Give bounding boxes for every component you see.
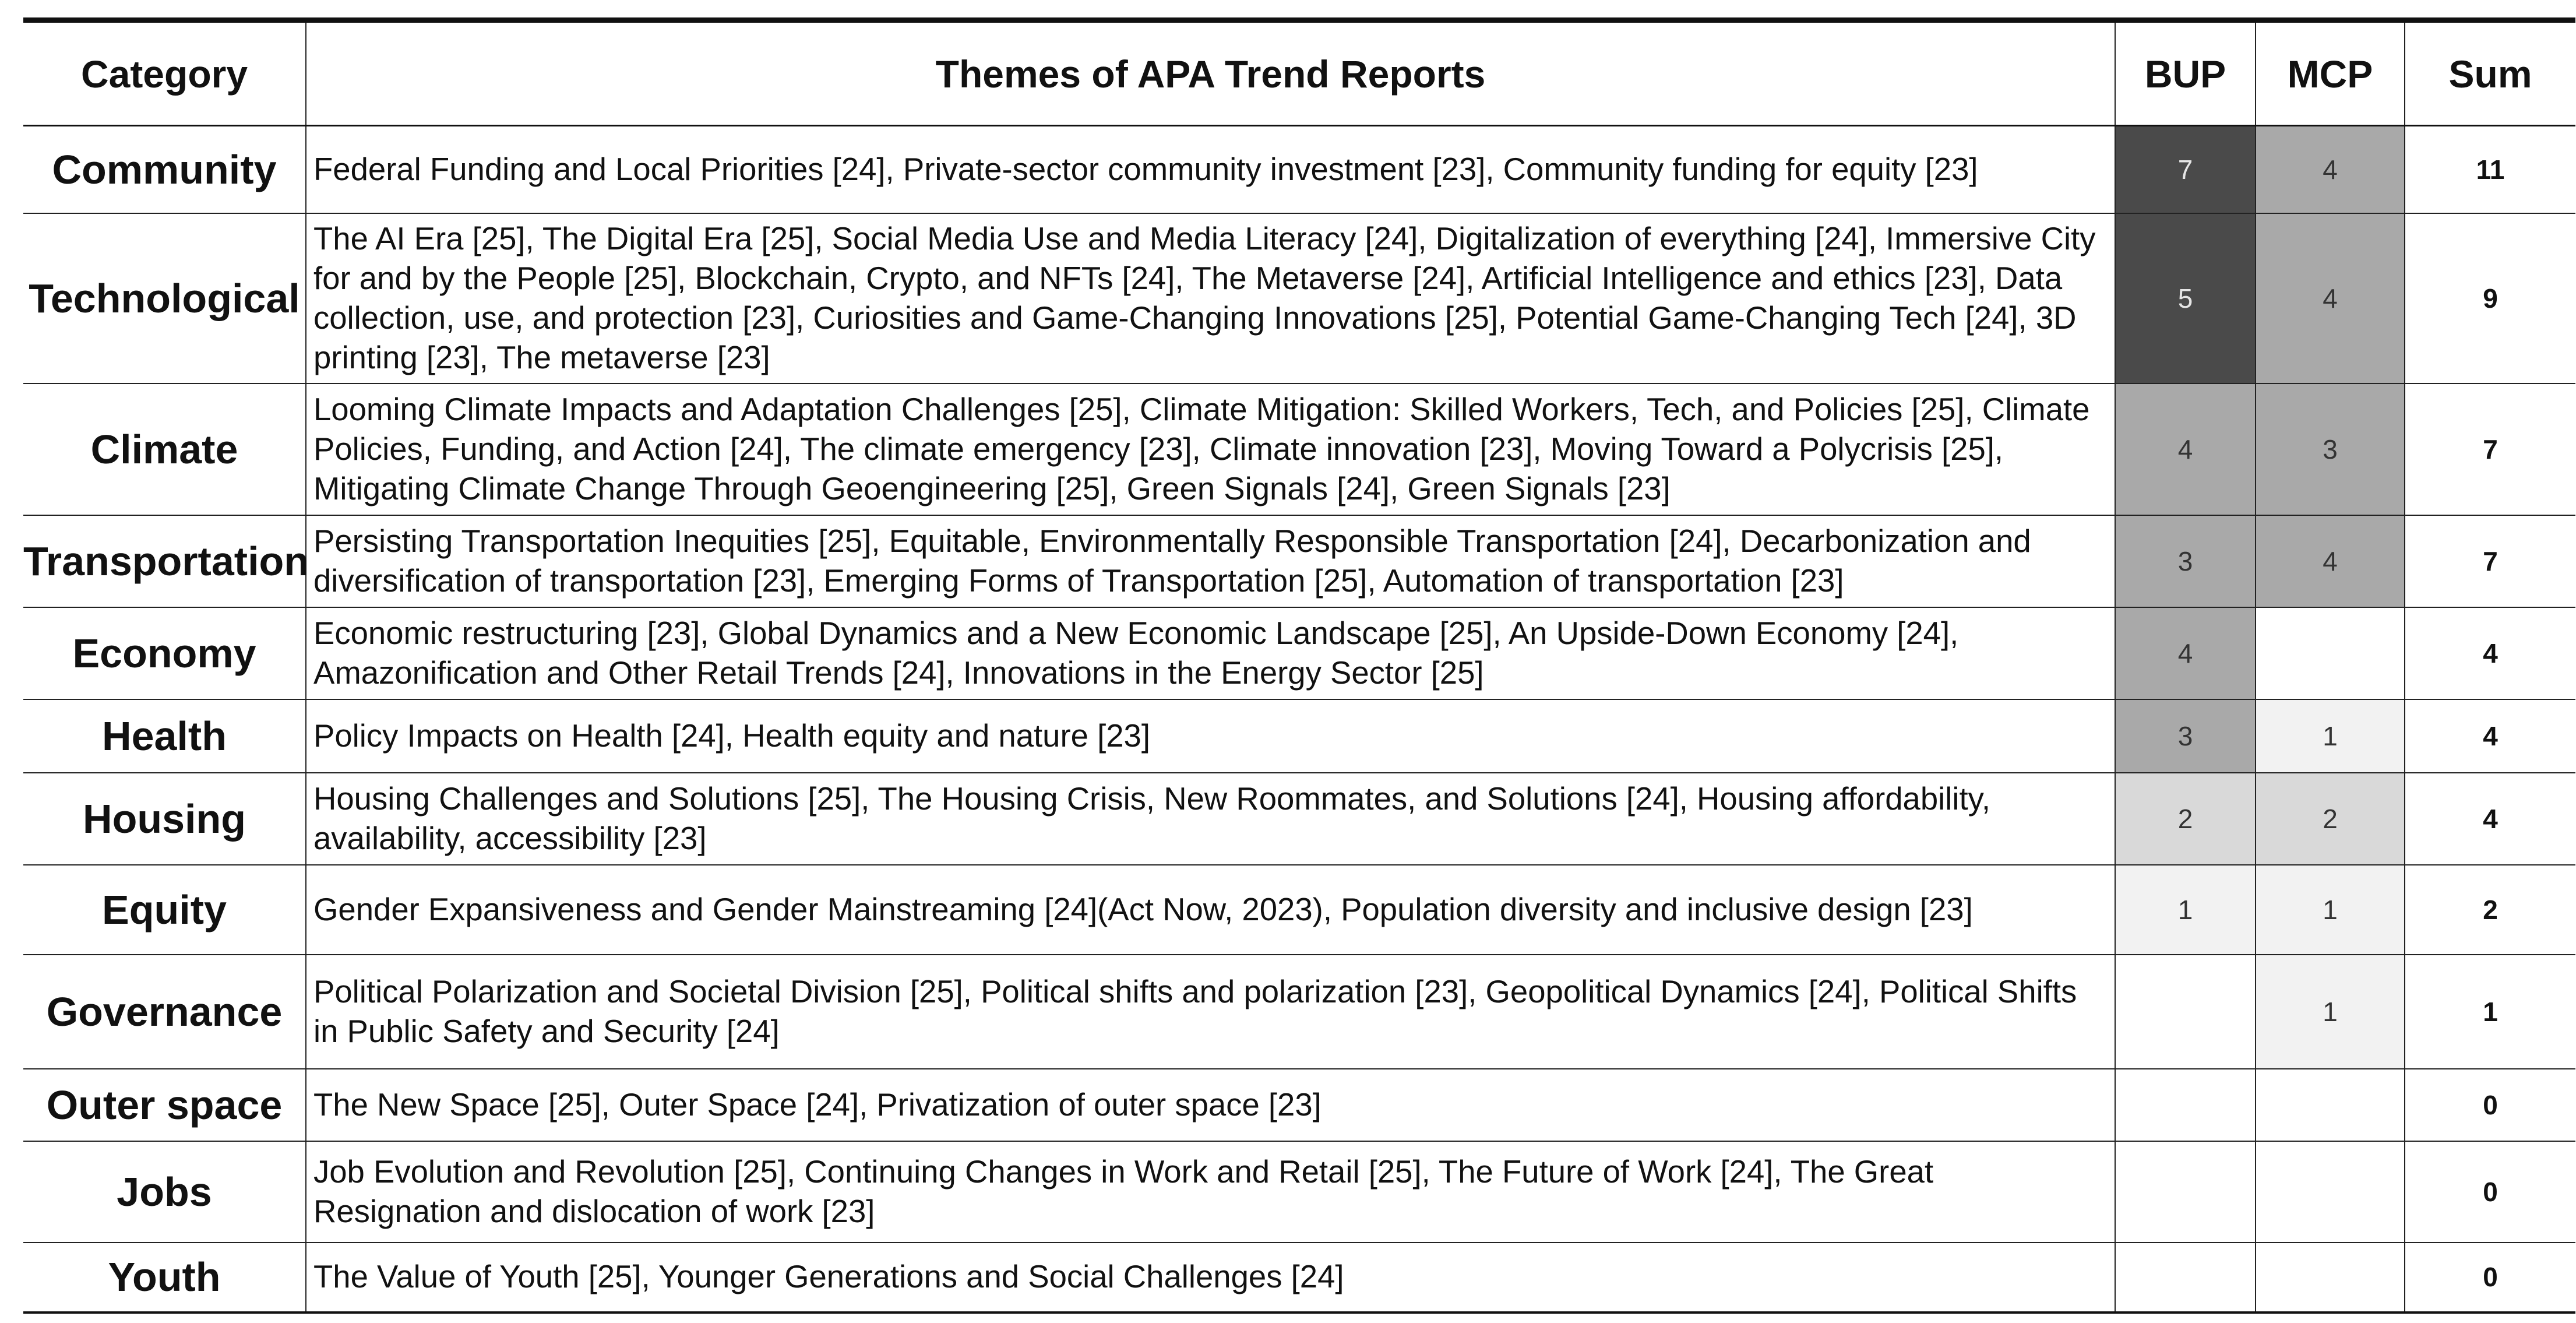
header-mcp: MCP [2256,20,2405,126]
table-row [23,383,2575,515]
category-cell: Community [23,126,306,213]
table-row [23,1141,2575,1243]
mcp-count-cell: 4 [2256,213,2405,383]
apa-trend-themes-table-container [23,17,2575,1314]
category-cell: Equity [23,865,306,955]
sum-cell: 7 [2405,515,2575,607]
sum-cell: 4 [2405,773,2575,865]
bup-count-cell: 2 [2115,773,2256,865]
header-bup: BUP [2115,20,2256,126]
sum-cell: 0 [2405,1141,2575,1243]
category-cell: Climate [23,383,306,515]
sum-cell: 0 [2405,1243,2575,1313]
mcp-count-cell: 4 [2256,515,2405,607]
category-cell: Jobs [23,1141,306,1243]
themes-cell: Housing Challenges and Solutions [25], The Housing Crisis, New Roommates, and Solutions [24], Housing affordability, availability, accessibility [23] [306,773,2115,865]
bup-count-cell: 7 [2115,126,2256,213]
themes-cell: The Value of Youth [25], Younger Generations and Social Challenges [24] [306,1243,2115,1313]
bup-count-cell: 3 [2115,515,2256,607]
mcp-count-cell [2256,1141,2405,1243]
bup-count-cell: 4 [2115,607,2256,699]
category-cell: Health [23,699,306,773]
table-row [23,515,2575,607]
mcp-count-cell: 1 [2256,955,2405,1069]
table-row [23,126,2575,213]
header-sum: Sum [2405,20,2575,126]
header-category: Category [23,20,306,126]
sum-cell: 9 [2405,213,2575,383]
table-row [23,1069,2575,1141]
category-cell: Economy [23,607,306,699]
table-row [23,213,2575,383]
bup-count-cell: 5 [2115,213,2256,383]
bup-count-cell: 1 [2115,865,2256,955]
themes-cell: Looming Climate Impacts and Adaptation Challenges [25], Climate Mitigation: Skilled Workers, Tech, and Policies [25], Climate Policies, Funding, and Action [24], The climate emergency [23], Climate innovation [23], Moving Toward a Polycrisis [25], Mitigating Climate Change Through Geoengineering [25], Green Signals [24], Green Signals [23] [306,383,2115,515]
sum-cell: 0 [2405,1069,2575,1141]
table-row [23,699,2575,773]
themes-cell: Persisting Transportation Inequities [25], Equitable, Environmentally Responsible Transportation [24], Decarbonization and diversification of transportation [23], Emerging Forms of Transportation [25], Automation of transportation [23] [306,515,2115,607]
sum-cell: 4 [2405,699,2575,773]
bup-count-cell: 3 [2115,699,2256,773]
bup-count-cell [2115,1141,2256,1243]
mcp-count-cell: 2 [2256,773,2405,865]
mcp-count-cell: 1 [2256,865,2405,955]
bup-count-cell [2115,1243,2256,1313]
table-row [23,607,2575,699]
table-row [23,773,2575,865]
category-cell: Housing [23,773,306,865]
mcp-count-cell [2256,607,2405,699]
themes-cell: Job Evolution and Revolution [25], Continuing Changes in Work and Retail [25], The Future of Work [24], The Great Resignation and dislocation of work [23] [306,1141,2115,1243]
category-cell: Transportation [23,515,306,607]
category-cell: Technological [23,213,306,383]
bup-count-cell: 4 [2115,383,2256,515]
sum-cell: 2 [2405,865,2575,955]
apa-trend-themes-table [23,17,2575,1314]
category-cell: Youth [23,1243,306,1313]
table-row [23,1243,2575,1313]
mcp-count-cell: 1 [2256,699,2405,773]
mcp-count-cell: 4 [2256,126,2405,213]
bup-count-cell [2115,1069,2256,1141]
sum-cell: 11 [2405,126,2575,213]
table-row [23,865,2575,955]
header-themes: Themes of APA Trend Reports [306,20,2115,126]
themes-cell: Economic restructuring [23], Global Dynamics and a New Economic Landscape [25], An Upside-Down Economy [24], Amazonification and Other Retail Trends [24], Innovations in the Energy Sector [25] [306,607,2115,699]
mcp-count-cell [2256,1069,2405,1141]
themes-cell: Policy Impacts on Health [24], Health equity and nature [23] [306,699,2115,773]
themes-cell: The New Space [25], Outer Space [24], Privatization of outer space [23] [306,1069,2115,1141]
mcp-count-cell [2256,1243,2405,1313]
themes-cell: Federal Funding and Local Priorities [24], Private-sector community investment [23], Community funding for equity [23] [306,126,2115,213]
themes-cell: Gender Expansiveness and Gender Mainstreaming [24](Act Now, 2023), Population diversity and inclusive design [23] [306,865,2115,955]
themes-cell: Political Polarization and Societal Division [25], Political shifts and polarization [23], Geopolitical Dynamics [24], Political Shifts in Public Safety and Security [24] [306,955,2115,1069]
sum-cell: 7 [2405,383,2575,515]
mcp-count-cell: 3 [2256,383,2405,515]
category-cell: Outer space [23,1069,306,1141]
bup-count-cell [2115,955,2256,1069]
sum-cell: 1 [2405,955,2575,1069]
sum-cell: 4 [2405,607,2575,699]
header-row [23,20,2575,126]
category-cell: Governance [23,955,306,1069]
table-row [23,955,2575,1069]
themes-cell: The AI Era [25], The Digital Era [25], Social Media Use and Media Literacy [24], Digitalization of everything [24], Immersive City for and by the People [25], Blockchain, Crypto, and NFTs [24], The Metaverse [24], Artificial Intelligence and ethics [23], Data collection, use, and protection [23], Curiosities and Game-Changing Innovations [25], Potential Game-Changing Tech [24], 3D printing [23], The metaverse [23] [306,213,2115,383]
